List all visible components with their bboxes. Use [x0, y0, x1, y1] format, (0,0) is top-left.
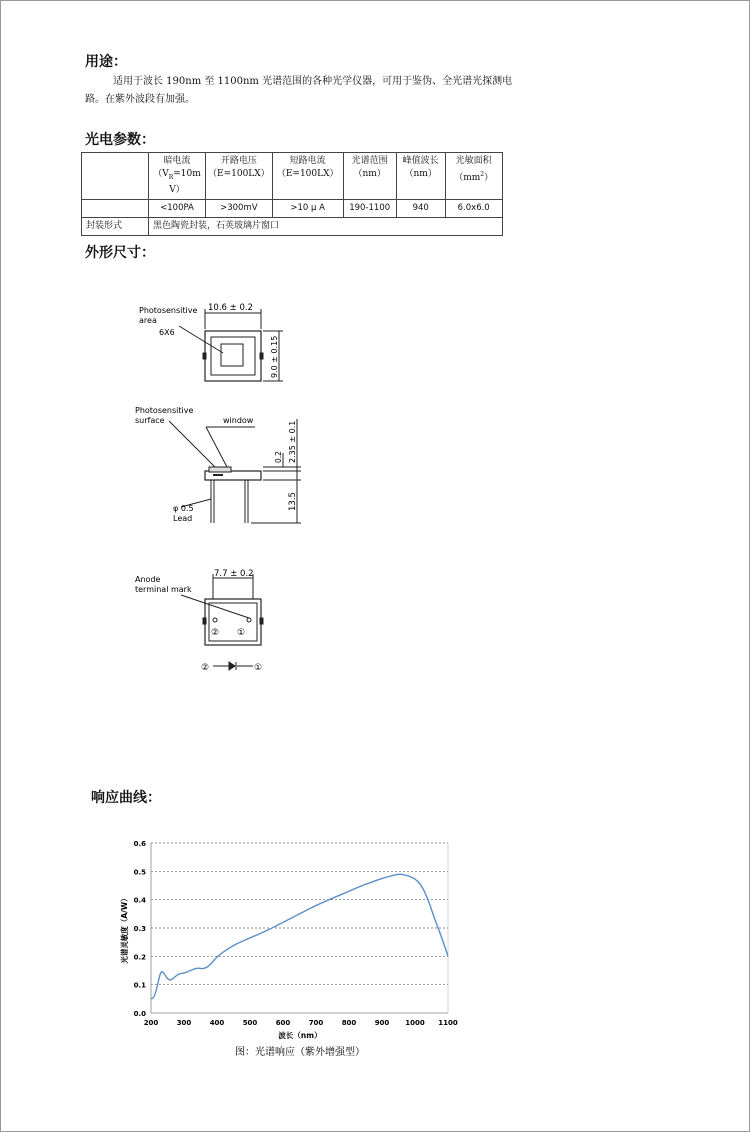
table-header: 开路电压 （E=100LX）: [206, 153, 273, 200]
response-title: 响应曲线：: [91, 790, 161, 806]
area-label-1: Photosensitive: [139, 306, 198, 315]
outline-drawing: [1, 291, 341, 681]
table-values-row: [82, 199, 503, 217]
chart-caption: 图：光谱响应（紫外增强型）: [235, 1047, 365, 1058]
symbol-pin-2: ②: [201, 663, 210, 673]
table-header: 短路电流 （E=100LX）: [272, 153, 343, 200]
y-tick-label: 0.5: [133, 868, 146, 877]
x-tick-label: 200: [143, 1019, 159, 1027]
dim-2-35: 2.35 ± 0.1: [288, 420, 297, 463]
y-tick-label: 0.3: [133, 925, 146, 933]
y-tick-label: 0.6: [133, 840, 146, 848]
x-axis-label: 波长（nm）: [278, 1031, 322, 1040]
y-tick-label: 0.1: [133, 981, 146, 990]
table-cell: >300mV: [206, 199, 273, 217]
y-tick-label: 0.2: [133, 953, 146, 962]
x-tick-label: 900: [374, 1019, 390, 1027]
x-tick-label: 400: [209, 1019, 225, 1027]
x-tick-label: 700: [308, 1019, 324, 1027]
response-chart: [101, 831, 471, 1066]
usage-text: 适用于波长 190nm 至 1100nm 光谱范围的各种光学仪器，可用于鉴伪、全光谱光探测电路。在紫外波段有加强。: [85, 76, 513, 105]
surface-label-2: surface: [135, 416, 165, 425]
dim-13-5: 13.5: [288, 492, 298, 511]
x-tick-label: 600: [275, 1019, 291, 1027]
dim-0-2: 0.2: [274, 451, 283, 463]
area-label-2: area: [139, 316, 157, 325]
surface-label-1: Photosensitive: [135, 406, 194, 415]
x-tick-label: 800: [341, 1019, 357, 1027]
width-dim: 10.6 ± 0.2: [208, 303, 253, 313]
top-view: [179, 309, 283, 381]
table-package-row: [82, 217, 503, 235]
params-table: [81, 152, 503, 236]
table-header: 光敏面积 $(mm^2)$: [445, 153, 502, 200]
params-title: 光电参数：: [85, 132, 155, 148]
package-label: 封装形式: [82, 217, 149, 235]
table-cell: [82, 199, 149, 217]
area-size: 6X6: [159, 328, 175, 337]
table-cell: <100PA: [149, 199, 206, 217]
pitch-dim: 7.7 ± 0.2: [214, 569, 254, 579]
table-header-row: [82, 153, 503, 200]
x-tick-label: 1100: [438, 1019, 458, 1027]
y-tick-label: 0.0: [133, 1010, 146, 1018]
table-cell: >10 μ A: [272, 199, 343, 217]
table-corner: [82, 153, 149, 200]
window-label: window: [223, 416, 254, 425]
table-cell: 190-1100: [343, 199, 396, 217]
anode-label-1: Anode: [135, 575, 161, 584]
table-header: 光谱范围 （nm）: [343, 153, 396, 200]
lead-dia: φ 0.5: [173, 504, 194, 513]
usage-title: 用途：: [85, 54, 127, 70]
table-header: 暗电流 （$V_R=10m$ V）: [149, 153, 206, 200]
chart-ticks: [134, 840, 458, 1027]
table-cell: 940: [396, 199, 445, 217]
lead-label: Lead: [173, 514, 193, 523]
package-value: 黑色陶瓷封装，石英玻璃片窗口: [149, 217, 503, 235]
y-axis-label: 光谱灵敏度（A/W）: [120, 894, 129, 964]
symbol-pin-1: ①: [254, 663, 263, 673]
chart-series: [151, 874, 448, 998]
pin-2-label: ②: [211, 628, 220, 638]
anode-label-2: terminal mark: [135, 585, 192, 594]
series-line: [151, 874, 448, 998]
table-header: 峰值波长 （nm）: [396, 153, 445, 200]
outline-title: 外形尺寸：: [85, 245, 155, 261]
height-dim: 9.0 ± 0.15: [270, 335, 279, 378]
x-tick-label: 500: [242, 1019, 258, 1027]
pin-1-label: ①: [237, 628, 246, 638]
x-tick-label: 300: [176, 1019, 192, 1027]
y-tick-label: 0.4: [133, 896, 146, 905]
table-cell: 6.0x6.0: [445, 199, 502, 217]
x-tick-label: 1000: [405, 1019, 425, 1027]
bottom-view: [181, 574, 263, 670]
